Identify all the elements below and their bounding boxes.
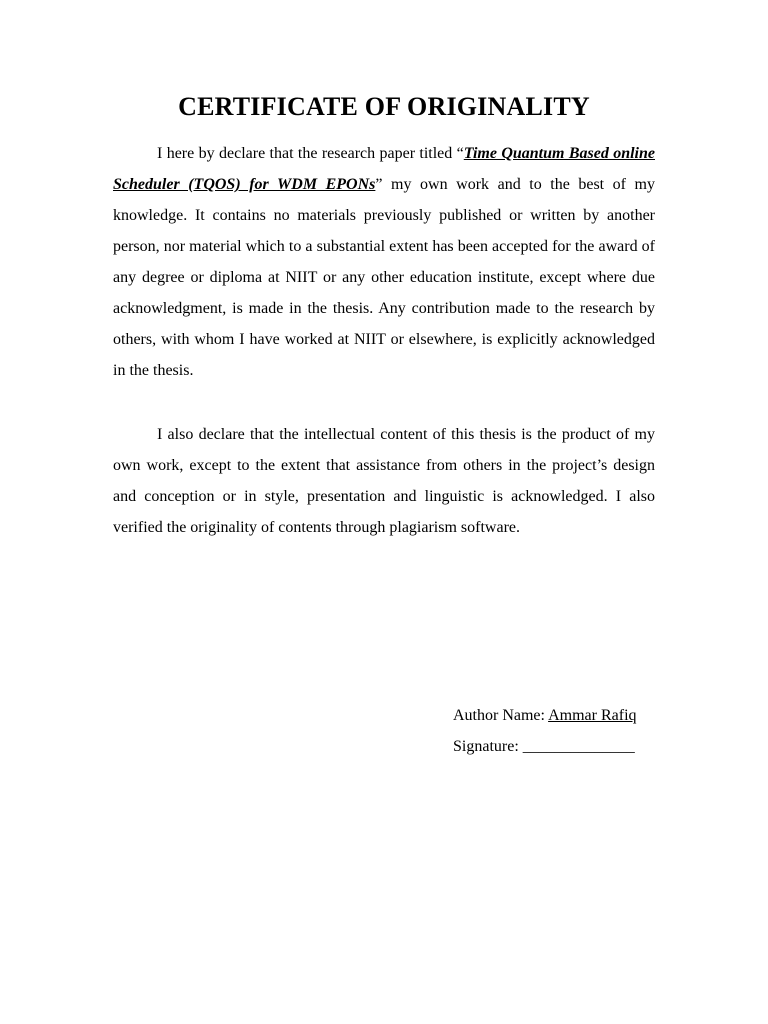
author-name-value: Ammar Rafiq bbox=[548, 707, 637, 724]
declaration-paragraph-1 bbox=[113, 138, 655, 386]
declaration-paragraph-2: I also declare that the intellectual content of this thesis is the product of my own work, except to the extent that assistance from others in the project’s design and conception or in style, presentation and linguistic is acknowledged. I also verified the originality of contents through plagiarism software. bbox=[113, 426, 655, 536]
paper-title: Time Quantum Based online Scheduler (TQOS) for WDM EPONs bbox=[113, 145, 655, 193]
author-name-line bbox=[453, 700, 673, 731]
paragraph-1-body: ” my own work and to the best of my knowledge. It contains no materials previously published or written by another person, nor material which to a substantial extent has been accepted for the award of any degree or diploma at NIIT or any other education institute, except where due acknowledgment, is made in the thesis. Any contribution made to the research by others, with whom I have worked at NIIT or elsewhere, is explicitly acknowledged in the thesis. bbox=[113, 176, 656, 379]
signature-blank: ______________ bbox=[522, 738, 635, 755]
paragraph-1-intro: I here by declare that the research paper titled “ bbox=[157, 145, 464, 162]
page-title: CERTIFICATE OF ORIGINALITY bbox=[178, 92, 590, 121]
signature-label: Signature: bbox=[453, 738, 523, 755]
author-name-label: Author Name: bbox=[453, 707, 549, 724]
signature-line bbox=[453, 731, 673, 762]
